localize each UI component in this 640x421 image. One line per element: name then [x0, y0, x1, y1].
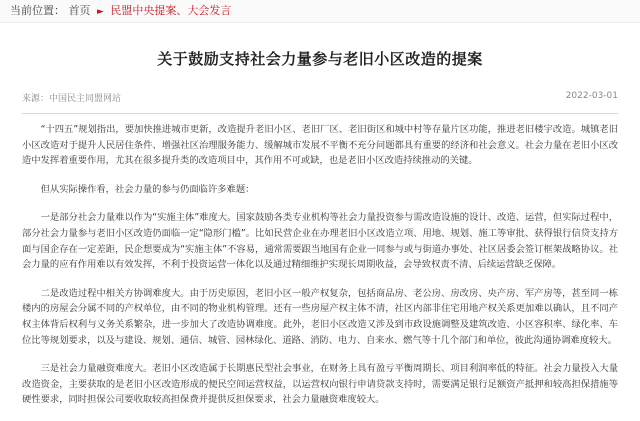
- article-title: 关于鼓励支持社会力量参与老旧小区改造的提案: [157, 50, 483, 69]
- breadcrumb-home-link[interactable]: 首页: [68, 4, 91, 17]
- breadcrumb-prefix: 当前位置：: [10, 4, 65, 17]
- breadcrumb-separator-icon: ►: [97, 7, 104, 17]
- article-header: [0, 38, 640, 79]
- article-paragraph: 一是部分社会力量难以作为“实施主体”难度大。国家鼓励各类专业机构等社会力量投资参与需改造设施的设计、改造、运营，但实际过程中，部分社会力量参与老旧小区改造仍面临一定“隐形门槛”。比如民营企业在办理老旧小区改造立项、用地、规划、施工等审批、获得银行信贷支持方面与国企存在一定差距，民企想要成为“实施主体”不容易，通常需要跟当地国有企业一同参与或与街道办事处、社区居委会签订框架战略协议。社会力量的应有作用难以有效发挥，不利于投资运营一体化以及通过精细维护实现长周期收益，会导致权责不清、后续运营缺乏保障。: [22, 212, 618, 271]
- article-date: 2022-03-01: [565, 91, 618, 101]
- article-paragraph: “十四五”规划指出，要加快推进城市更新，改造提升老旧小区、老旧厂区、老旧街区和城中村等存量片区功能，推进老旧楼宇改造。城镇老旧小区改造对于提升人民居住条件、增强社区治理服务能力、缓解城市发展不平衡不充分问题都具有重要的经济和社会意义。社会力量在老旧小区改造中发挥着重要作用，尤其在很多提升类的改造项目中，其作用不可或缺，也是老旧小区改造持续推动的关键。: [22, 124, 618, 167]
- divider: [22, 113, 618, 114]
- article-paragraph: 三是社会力量融资难度大。老旧小区改造属于长期惠民型社会事业，在财务上具有盈亏平衡周期长、项目利润率低的特征。社会力量投入大量改造资金，主要获取的是老旧小区改造形成的便民空间运营权益，以运营权向银行申请贷款支持时，需要满足银行足额资产抵押和较高担保措施等硬性要求，同时担保公司要收取较高担保费并提供反担保要求，社会力量融资难度较大。: [22, 363, 618, 406]
- article-meta: [22, 91, 618, 107]
- article-source: 来源：中国民主同盟网站: [22, 94, 122, 104]
- article-body: [22, 122, 618, 421]
- article-paragraph: 二是改造过程中相关方协调难度大。由于历史原因，老旧小区一般产权复杂，包括商品房、老公房、房改房、央产房、军产房等，甚至同一栋楼内的房屋会分属不同的产权单位，由不同的物业机构管理。还有一些房屋产权主体不清，社区内部非住宅用地产权关系更加难以确认，且不同产权主体背后权利与义务关系繁杂，进一步加大了改造协调难度。此外，老旧小区改造又涉及到市政设施调整及建筑改造、小区容积率、绿化率、车位比等规划要求，以及与建设、规划、通信、城管、园林绿化、道路、消防、电力、自来水、燃气等十几个部门和单位，彼此沟通协调难度较大。: [22, 287, 618, 346]
- article-paragraph: 但从实际操作看，社会力量的参与仍面临许多难题：: [40, 183, 255, 195]
- breadcrumb-category-link[interactable]: 民盟中央提案、大会发言: [110, 4, 232, 17]
- breadcrumb: [0, 0, 640, 23]
